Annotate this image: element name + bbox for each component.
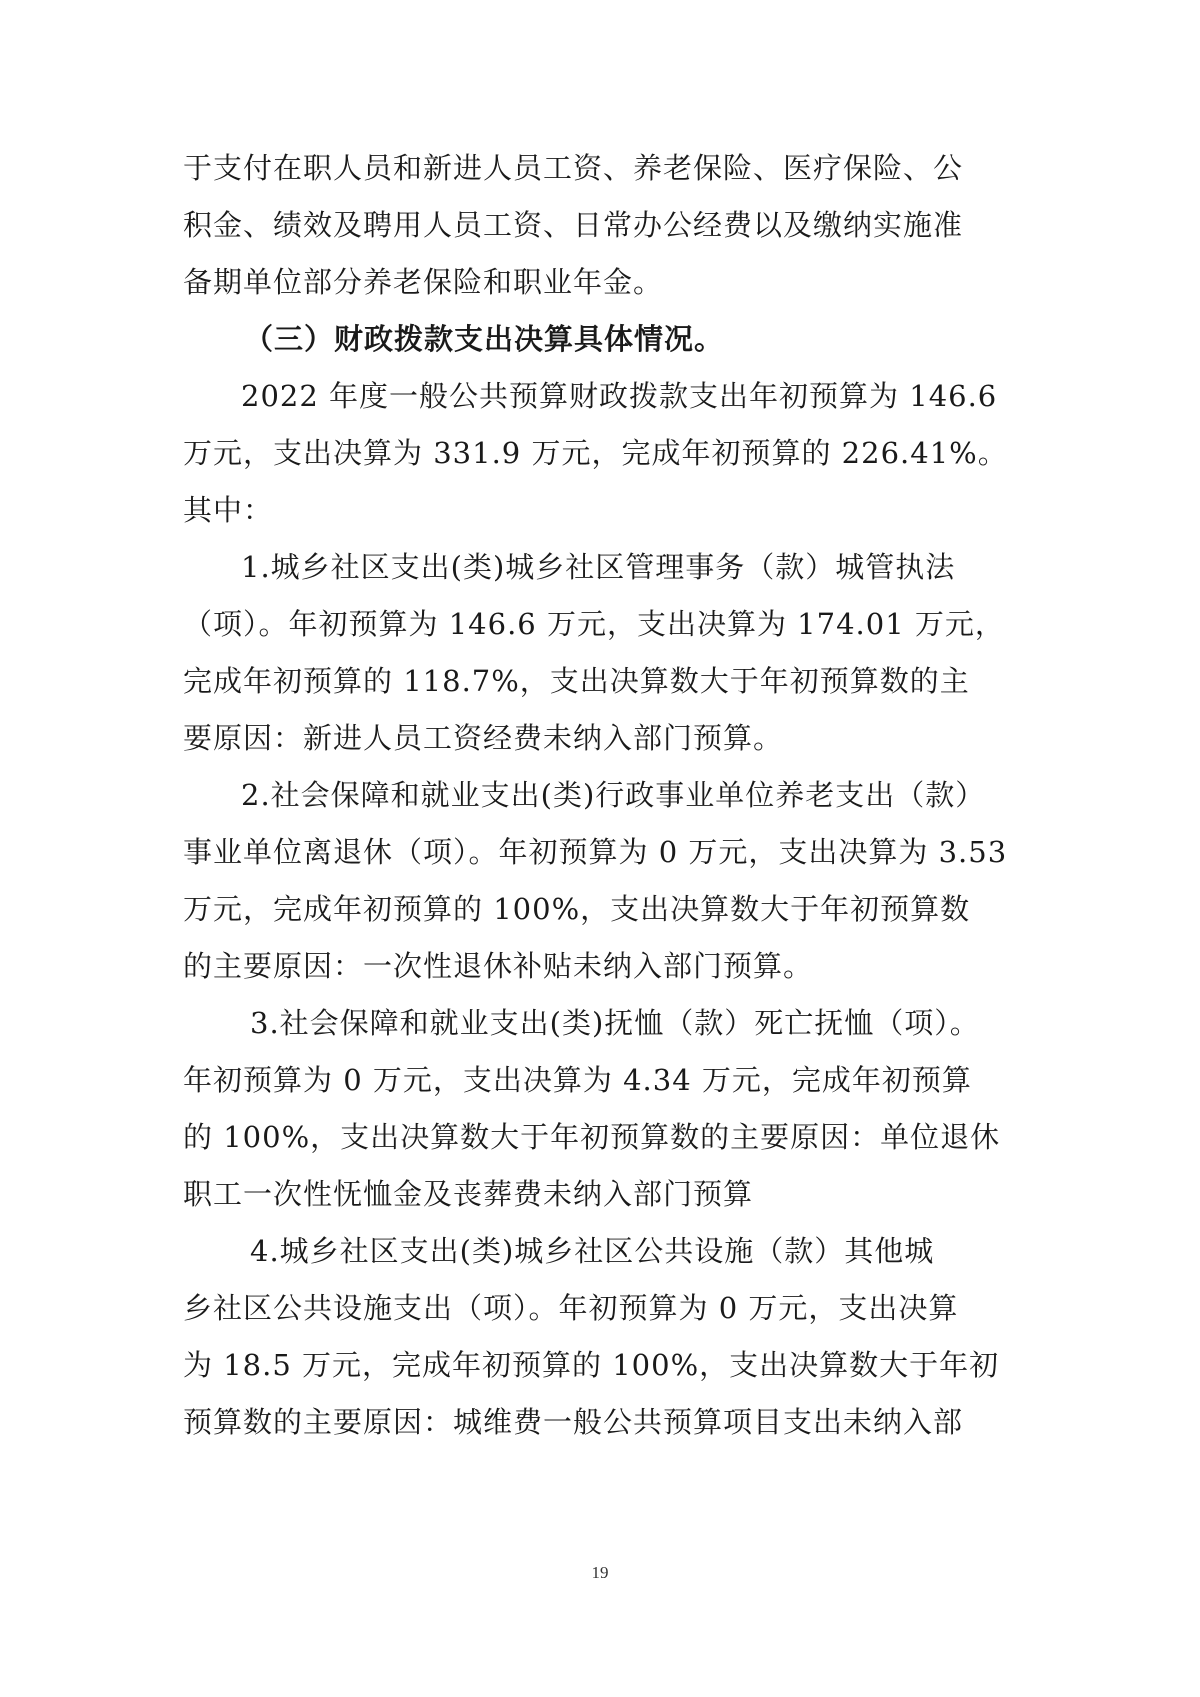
list-item-line: 1.城乡社区支出(类)城乡社区管理事务（款）城管执法 [241,550,956,584]
body-text-line: 完成年初预算的 118.7%，支出决算数大于年初预算数的主 [183,664,970,698]
list-item-line: 4.城乡社区支出(类)城乡社区公共设施（款）其他城 [250,1234,935,1268]
body-text-line: 预算数的主要原因：城维费一般公共预算项目支出未纳入部 [183,1405,964,1439]
body-text-line: 其中： [183,493,274,527]
body-text-line: 事业单位离退休（项）。年初预算为 0 万元，支出决算为 3.53 [183,835,1008,869]
body-text-line: 乡社区公共设施支出（项）。年初预算为 0 万元，支出决算 [183,1291,959,1325]
body-text-line: 积金、绩效及聘用人员工资、日常办公经费以及缴纳实施准 [183,208,964,242]
list-item-line: 2.社会保障和就业支出(类)行政事业单位养老支出（款） [241,778,986,812]
body-text-line: 备期单位部分养老保险和职业年金。 [183,265,664,299]
body-text-line: 为 18.5 万元，完成年初预算的 100%，支出决算数大于年初 [183,1348,1000,1382]
body-text-line: 的 100%，支出决算数大于年初预算数的主要原因：单位退休 [183,1120,1001,1154]
body-text-line: 于支付在职人员和新进人员工资、养老保险、医疗保险、公 [183,151,964,185]
body-text-line: 年初预算为 0 万元，支出决算为 4.34 万元，完成年初预算 [183,1063,972,1097]
body-text-line: 要原因：新进人员工资经费未纳入部门预算。 [183,721,784,755]
body-text-line: 万元，完成年初预算的 100%，支出决算数大于年初预算数 [183,892,971,926]
page-number: 19 [591,1563,609,1582]
body-text-line: 万元，支出决算为 331.9 万元，完成年初预算的 226.41%。 [183,436,1008,470]
body-text-line: 职工一次性怃恤金及丧葬费未纳入部门预算 [183,1177,754,1211]
body-text-line: （项）。年初预算为 146.6 万元，支出决算为 174.01 万元， [183,607,1005,641]
section-heading: （三）财政拨款支出决算具体情况。 [244,322,725,356]
body-text-line: 2022 年度一般公共预算财政拨款支出年初预算为 146.6 [241,379,998,413]
body-text-line: 的主要原因：一次性退休补贴未纳入部门预算。 [183,949,814,983]
list-item-line: 3.社会保障和就业支出(类)抚恤（款）死亡抚恤（项）。 [250,1006,980,1040]
